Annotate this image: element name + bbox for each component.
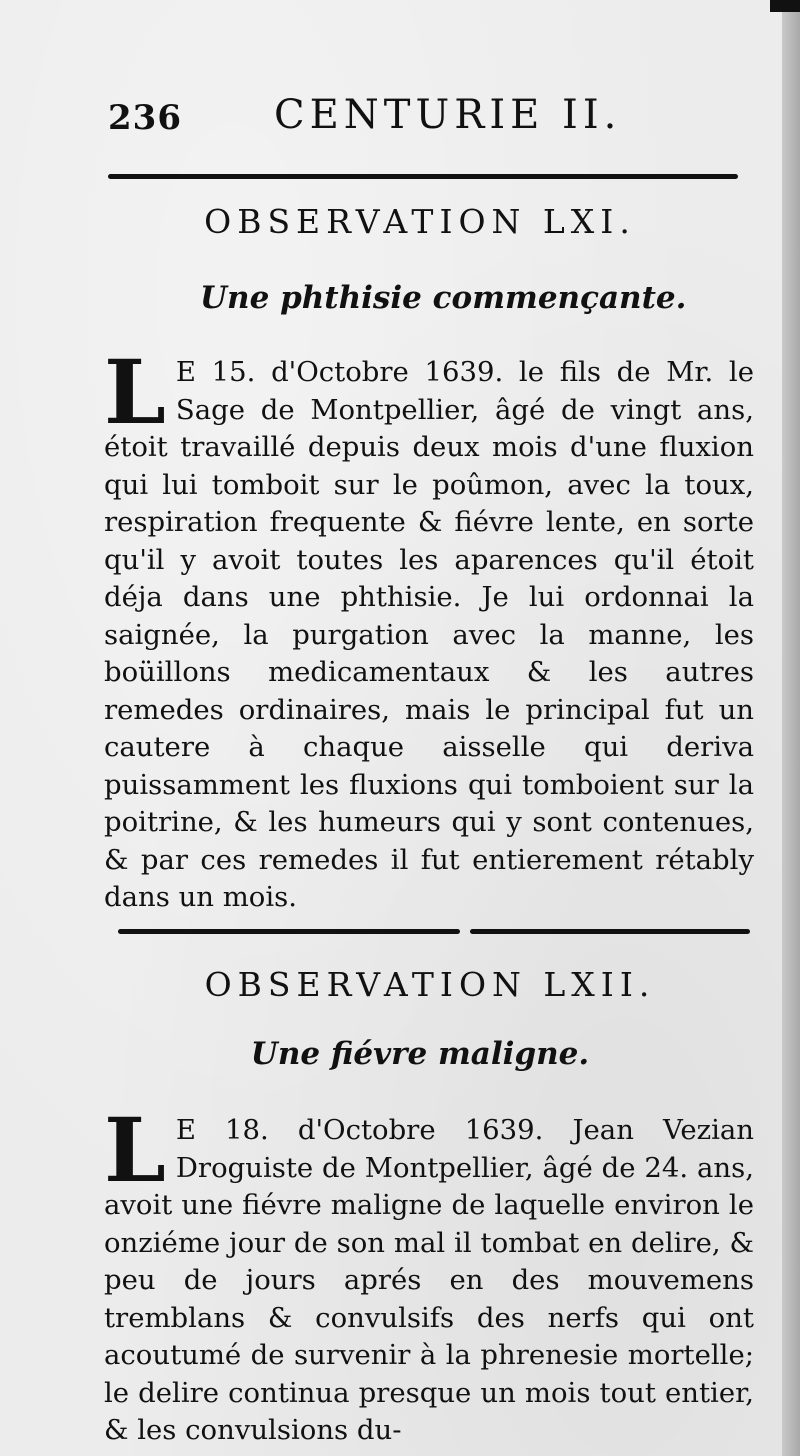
observation-body: E 15. d'Octobre 1639. le fils de Mr. le Sage de Montpellier, âgé de vingt ans, étoit travaillé depuis deux mois d'une fluxion qui lui tomboit sur le poûmon, avec la toux, respiration frequente & fiévre lente, en sorte qu'il y avoit toutes les aparences qu'il étoit déja dans une phthisie. Je lui ordonnai la saignée, la purgation avec la manne, les boüillons medicamentaux & les autres remedes ordinaires, mais le principal fut un cautere à chaque aisselle qui deriva puissamment les fluxions qui tomboient sur la poitrine, & les humeurs qui y sont contenues, & par ces remedes il fut entierement rétably dans un mois. <box>104 356 754 913</box>
observation-subtitle: Une fiévre maligne. <box>250 1036 590 1072</box>
bleed-through-mark <box>160 58 660 88</box>
drop-cap: L <box>104 1098 166 1202</box>
page-edge-shadow <box>782 0 800 1456</box>
scan-corner-shadow <box>770 0 800 12</box>
observation-subtitle: Une phthisie commençante. <box>200 280 687 316</box>
observation-body: E 18. d'Octobre 1639. Jean Vezian Droguiste de Montpellier, âgé de 24. ans, avoit une fiévre maligne de laquelle environ le onziéme jour de son mal il tombat en delire, & peu de jours aprés en des mouvemens tremblans & convulsifs des nerfs qui ont acoutumé de survenir à la phrenesie mortelle; le delire continua presque un mois tout entier, & les convulsions du- <box>104 1114 754 1446</box>
header-rule <box>108 174 738 179</box>
running-title: CENTURIE II. <box>274 92 622 138</box>
observation-text <box>104 1098 754 1450</box>
drop-cap: L <box>104 340 166 444</box>
running-head <box>108 92 648 142</box>
section-rule-left <box>118 929 460 934</box>
observation-text <box>104 340 754 917</box>
section-rule-right <box>470 929 750 934</box>
page-number: 236 <box>108 98 182 138</box>
observation-heading: OBSERVATION LXII. <box>204 965 656 1004</box>
observation-heading: OBSERVATION LXI. <box>204 202 636 241</box>
